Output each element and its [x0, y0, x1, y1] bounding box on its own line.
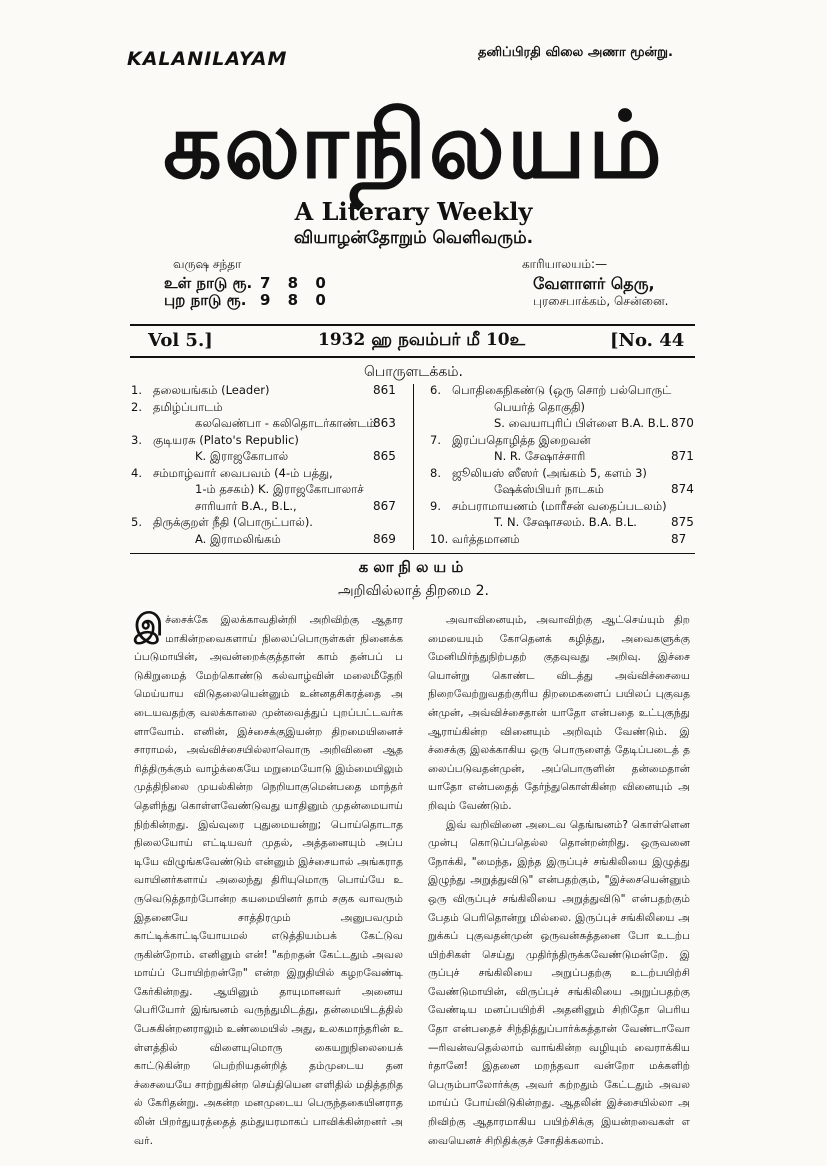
volume-number: Vol 5.]	[148, 330, 213, 351]
toc-title: பொருளடக்கம்.	[363, 364, 463, 380]
article-paragraph: அவாவினையும், அவாவிற்கு ஆட்செய்யும் திறமையையும் கோதெனக் கழித்து, அவைகளுக்கு மேனிமிர்ந்துநிற்பதற் குதவுவது அறிவு. இச்சை யொன்று கொண்ட விடத்து அவ்விச்சையை நிறைவேற்றுவதற்குரிய திறமைகளைப் பயிலப் புகுவதன்முன், அவ்விச்சைதான் யாதோ என்பதை உட்புகுந்து ஆராய்கின்ற வினையும் அறிவும் வேண்டும். இச்சைக்கு இலக்காகிய ஒரு பொருளைத் தேடிப்படைத் தலைப்படுவதன்முன், அப்பொருளின் தன்மைதான் யாதோ என்பதைத் தேர்ந்துகொள்கின்ற வினையும் அறிவும் வேண்டும்.	[428, 614, 690, 812]
toc-item-number: 6.	[430, 383, 441, 397]
inland-price: 7 8 0	[260, 274, 332, 292]
toc-item-title: N. R. சேஷாச்சாரி	[494, 449, 586, 463]
drop-cap: இ	[134, 608, 164, 643]
masthead-tagline: வியாழன்தோறும் வெளிவரும்.	[293, 228, 534, 248]
office-label: காரியாலயம்:—	[522, 257, 608, 271]
article-title: கலாநிலயம்	[358, 558, 469, 576]
article-column-right	[428, 611, 690, 1150]
foreign-label: புற நாடு ரூ.	[164, 291, 247, 309]
toc-item-title: ஜூலியஸ் ஸீஸர் (அங்கம் 5, களம் 3)	[452, 465, 647, 480]
toc-item-title: K. இராஜகோபால்	[195, 449, 289, 463]
toc-item-title: தமிழ்ப்பாடம்	[153, 399, 223, 414]
toc-item-title: பொதிகைநிகண்டு (ஒரு சொற் பல்பொருட்	[452, 383, 672, 397]
toc-item-number: 4.	[131, 465, 142, 480]
issue-date: 1932 ஹ நவம்பர் மீ 10உ	[318, 330, 526, 350]
toc-item-title: பெயர்த் தொகுதி)	[494, 399, 586, 414]
toc-item-title: இரப்பதொழித்த இறைவன்	[452, 432, 591, 447]
toc-item-title: 1-ம் தசகம்) K. இராஜகோபாலாச்	[195, 482, 364, 496]
toc-item-page: 874	[671, 482, 694, 496]
toc-item-number: 3.	[131, 432, 142, 447]
foreign-price: 9 8 0	[260, 291, 332, 309]
article-column-left	[134, 608, 403, 1150]
bottom-rule	[130, 356, 695, 358]
toc-item-title: A. இராமலிங்கம்	[195, 531, 281, 546]
toc-item-title: கலவெண்பா - கலிதொடர்காண்டம்	[195, 416, 376, 430]
toc-item-title: தலையங்கம் (Leader)	[153, 383, 270, 397]
toc-item-page: 871	[671, 449, 694, 463]
toc-item-number: 10.	[430, 531, 449, 546]
toc-item-number: 7.	[430, 432, 441, 447]
office-area: புரசைபாக்கம், சென்னை.	[533, 294, 669, 308]
price-note: தனிப்பிரதி விலை அணா மூன்று.	[478, 45, 673, 60]
top-rule	[130, 324, 695, 326]
toc-bottom-rule	[130, 553, 695, 554]
toc-item-page: 863	[373, 416, 396, 430]
toc-item-page: 875	[671, 515, 694, 529]
toc-item-page: 87	[671, 531, 687, 546]
office-street: வேளாளர் தெரு,	[533, 274, 655, 293]
toc-item-number: 2.	[131, 399, 142, 414]
toc-item-title: சம்பராமாயணம் (மாரீசன் வதைப்படலம்)	[452, 498, 667, 513]
article-paragraph: இவ் வறிவினை அடைவ தெங்ஙனம்? கொள்ளென முன்பு கொடுப்பதெல்ல தொன்றன்றிது. ஒருவனை நோக்கி, "மைந்த, இந்த இருப்புச் சங்கிலியை இழுத்து இழுந்து அறுத்துவிடு" என்பதற்கும், "இச்சையென்னும் ஒரு விருப்புச் சங்கிலியை அறுத்துவிடு" என்பதற்கும் பேதம் பெரிதொன்று மில்லை. இருப்புச் சங்கிலியை அறுக்கப் புகுவதன்முன் ஒருவன்சுத்தனை போ உடற்பயிற்சிகள் செய்து முதிர்ந்திருக்கவேண்டுமன்றே. இருப்புச் சங்கிலியை அறுப்பதற்கு உடற்பயிற்சி வேண்டுமாயின், விருப்புச் சங்கிலியை அறுப்பதற்கு வேண்டிய மனப்பயிற்சி அதனினும் சிறிதோ பெரியதோ என்பதைச் சிந்தித்துப்பார்க்கத்தான் வேண்டாவோ—ரிவன்வதெல்லாம் வாங்கின்ற வழியும் வைராக்கியர்தானே! இதனை மறந்தவா வன்றோ மக்களிற் பெரும்பாலோர்க்கு அவர் கற்றதும் கேட்டதும் அவலமாய்ப் போய்விடுகின்றது. ஆதலின் இச்சையில்லா அறிவிற்கு ஆதாரமாகிய பயிற்சிக்கு இயன்றவைகள் எவையெனச் சிறிதிக்குச் சோதிக்கலாம்.	[428, 818, 690, 1147]
toc-item-title: திருக்குறள் நீதி (பொருட்பால்).	[153, 515, 313, 529]
toc-item-number: 1.	[131, 383, 142, 397]
toc-item-number: 8.	[430, 465, 441, 480]
brand-name: KALANILAYAM	[127, 48, 288, 70]
article-subtitle: அறிவில்லாத் திறமை 2.	[338, 583, 489, 599]
masthead-title: கலாநிலயம்	[163, 91, 664, 199]
toc-item-title: S. வையாபுரிப் பிள்ளை B.A. B.L.	[494, 416, 670, 430]
issue-number: [No. 44	[610, 330, 685, 351]
toc-item-title: சாரியார் B.A., B.L.,	[195, 498, 297, 513]
toc-item-page: 861	[373, 383, 396, 397]
toc-item-page: 869	[373, 531, 396, 546]
toc-item-title: T. N. சேஷாசலம். B.A. B.L.	[494, 515, 637, 529]
toc-item-title: சம்மாழ்வார் வைபவம் (4-ம் பத்து,	[153, 465, 333, 480]
toc-item-page: 870	[671, 416, 694, 430]
toc-item-page: 865	[373, 449, 396, 463]
article-paragraph: ச்சைக்கே இலக்காவதின்றி அறிவிற்கு ஆதாரமாகின்றவைகளாய் நிலைப்பொருள்கள் நினைக்கப்படுமாயின், அவன்றைக்குத்தான் காம் தன்பப் படுகிறுமைத் மேற்கொண்டு கல்வாழ்வின் மலைமீதேறி மெய்யாய விடுதலையென்னும் உன்னதசிகரத்தை அடையவதற்கு வலக்காலை முன்வைத்துப் புறப்பட்டவர்களாவோம். எனின், இச்சைக்குஇயன்ற திறமையினைச் சாராமல், அவ்விச்சையில்லாவொரு அறிவினை ஆதரித்திருக்கும் வாழ்க்கையே மறுமையோடு இம்மையிலும் முத்திநிலை முயல்கின்ற நெறியாகுமென்பதை மாந்தர் தெளிந்து கொள்ளவேண்டுவது யாதினும் முதன்மையாய் நிற்கின்றது. இவ்வுரை புதுமையன்று; பொய்தொடாத நிலையோய் எட்டியவர் முதல், அத்தனையும் அப்படியே விழுங்கவேண்டும் என்னும் இச்சையால் அங்கராத வாயினர்களாய் அலைந்து திரியுமொரு பொய்யே உருவெடுத்தாற்போன்ற கயமையினர் தாம் சகுக வாவரும் இதனையே சாத்திரமும் அனுபவமும் காட்டிக்காட்டியோயமல் எடுத்தியம்பக் கேட்டுவருகின்றோம். எனினும் என்! "கற்றதன் கேட்டதும் அவலமாய்ப் போயிற்றன்றே" என்ற இறுதியில் கழறவேண்டி கேர்கின்றது. ஆயினும் தாயுமானவர் அனைய பெரியோர் இங்ஙனம் வருந்துமிடத்து, தன்மையிடத்தில் பேசுகின்றனராலும் உண்மையில் அது, உலகமாந்தரின் உள்ளத்தில் விளையுமொரு கையறுநிலையைக் காட்டுகின்ற பெற்றியதன்றித் தம்முடைய தனச்சையையே சாற்றுகின்ற செய்தியென எளிதில் மதித்தறிதல் கேரிதன்று. அகன்ற மனமுடைய பெருந்தகையினராதலின் பிறர்துயரத்தைத் தம்துயரமாகப் பாவிக்கின்றனர் அவர்.	[134, 614, 403, 1147]
inland-label: உள் நாடு ரூ.	[164, 274, 253, 292]
masthead-subtitle: A Literary Weekly	[294, 197, 533, 226]
toc-item-title: ஷேக்ஸ்பியர் நாடகம்	[494, 482, 604, 496]
toc-item-title: வர்த்தமானம்	[452, 531, 520, 546]
toc-item-page: 867	[373, 498, 396, 513]
toc-item-number: 9.	[430, 498, 441, 513]
subscription-label: வருஷ சந்தா	[173, 257, 242, 271]
toc-item-number: 5.	[131, 515, 142, 529]
toc-item-title: குடியரசு (Plato's Republic)	[153, 432, 299, 447]
toc-divider	[413, 384, 414, 550]
